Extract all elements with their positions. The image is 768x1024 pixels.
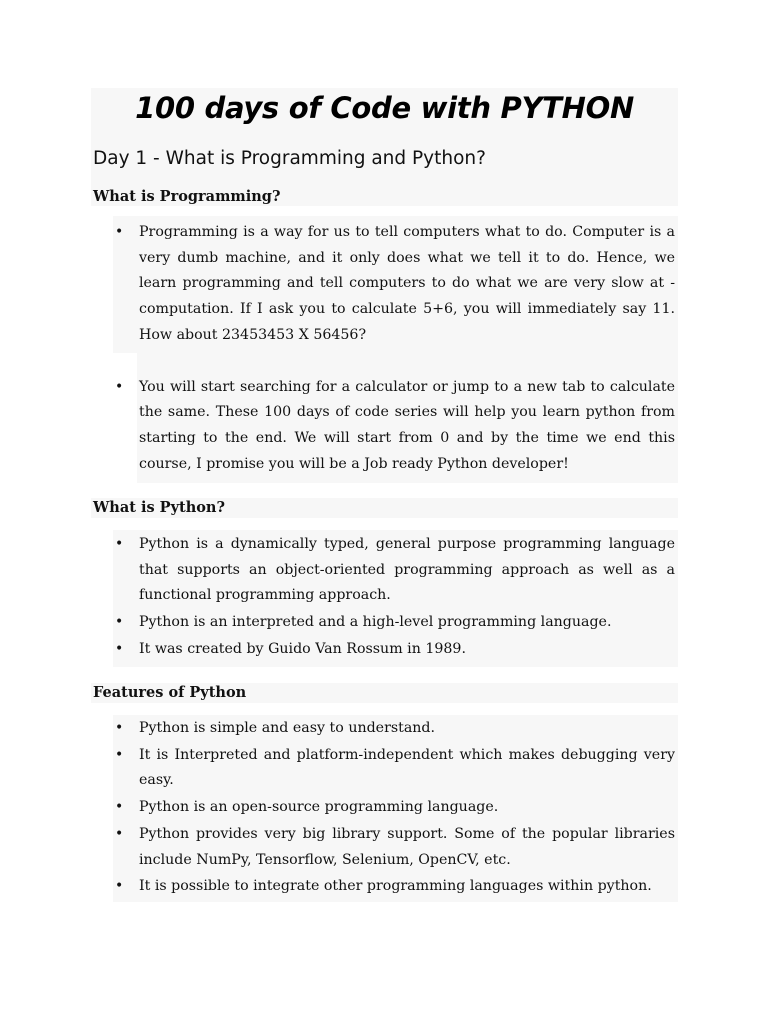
list-item: [0, 532, 675, 609]
bullet-icon: •: [115, 720, 124, 736]
bullet-text: Python is a dynamically typed, general purpose programming language that supports an object-oriented programming approach as well as a functional programming approach.: [139, 536, 675, 604]
list-item: [0, 716, 675, 742]
bullet-text: Programming is a way for us to tell computers what to do. Computer is a very dumb machine, and it only does what we tell it to do. Hence, we learn programming and tell computers to do what we are very slow at - computation. If I ask you to calculate 5+6, you will immediately say 11. How about 23453453 X 56456?: [139, 224, 675, 343]
bullet-icon: •: [115, 224, 124, 240]
programming-bullet-list: [0, 220, 675, 477]
list-item: [0, 375, 675, 478]
list-item: [0, 822, 675, 873]
bullet-icon: •: [115, 825, 124, 842]
document-title: 100 days of Code with PYTHON: [135, 91, 634, 125]
bullet-text: Python provides very big library support. Some of the popular libraries include NumPy, Tensorflow, Selenium, OpenCV, etc.: [139, 825, 675, 868]
bullet-text: Python is an open-source programming language.: [139, 799, 499, 816]
bullet-text: Python is simple and easy to understand.: [139, 720, 436, 736]
section-heading-python: What is Python?: [93, 499, 225, 516]
bullet-text: You will start searching for a calculator or jump to a new tab to calculate the same. These 100 days of code series will help you learn python from starting to the end. We will start from 0 and by the time we end this course, I promise you will be a Job ready Python developer!: [139, 378, 675, 472]
bullet-text: It is possible to integrate other programming languages within python.: [139, 878, 652, 895]
section-heading-programming: What is Programming?: [93, 188, 281, 205]
features-bullet-list: [0, 716, 675, 900]
list-item: [0, 220, 675, 349]
list-item: [0, 610, 675, 636]
list-item: [0, 874, 675, 900]
bullet-icon: •: [115, 799, 124, 816]
bullet-text: It is Interpreted and platform-independent which makes debugging very easy.: [139, 746, 675, 789]
bullet-icon: •: [115, 378, 124, 395]
python-bullet-list: [0, 532, 675, 663]
bullet-icon: •: [115, 878, 124, 895]
section-heading-features: Features of Python: [93, 684, 247, 701]
bullet-icon: •: [115, 536, 124, 552]
bullet-text: Python is an interpreted and a high-level programming language.: [139, 614, 612, 631]
day-heading: Day 1 - What is Programming and Python?: [93, 148, 486, 169]
list-item: [0, 743, 675, 794]
bullet-icon: •: [115, 614, 124, 631]
list-item: [0, 795, 675, 821]
bullet-icon: •: [115, 640, 124, 657]
bullet-text: It was created by Guido Van Rossum in 1989.: [139, 640, 466, 657]
list-item: [0, 637, 675, 663]
bullet-icon: •: [115, 746, 124, 763]
